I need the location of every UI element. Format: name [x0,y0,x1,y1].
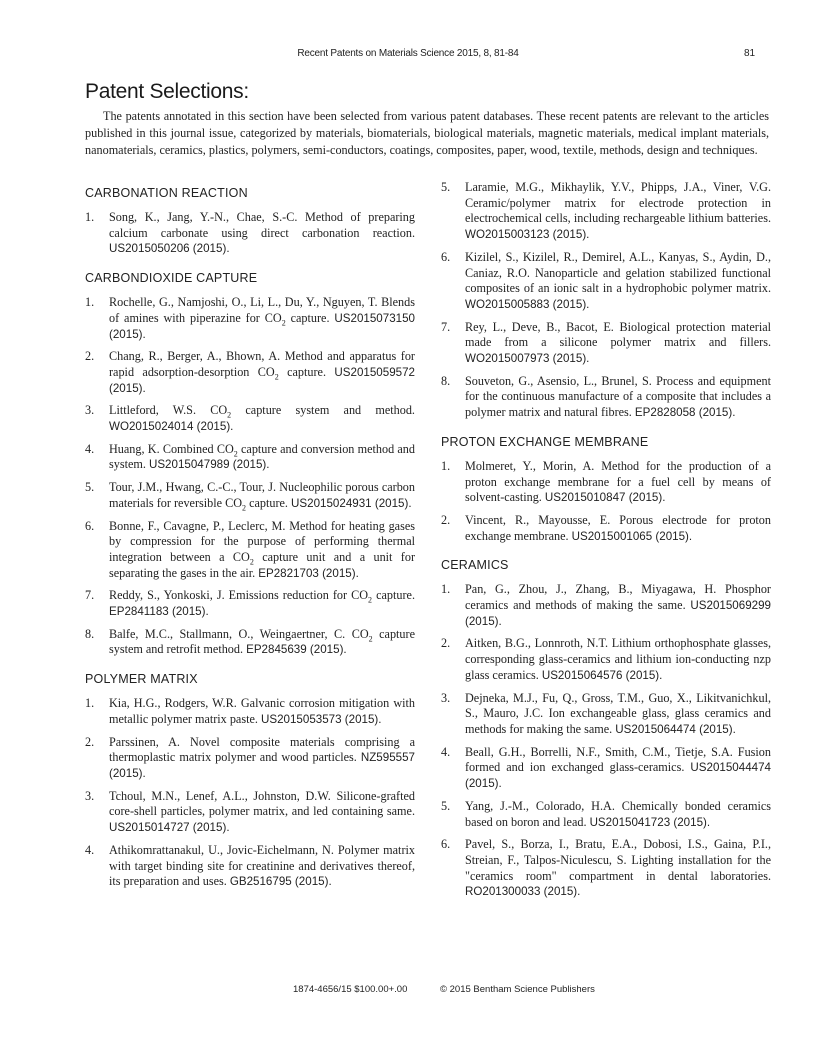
patent-number: EP2845639 (2015). [246,643,347,657]
reference-item [441,691,771,738]
item-number: 1. [85,210,95,224]
patent-number: US2015044474 (2015). [465,761,771,791]
reference-text: Souveton, G., Asensio, L., Brunel, S. Process and equipment for the continuous manufacture of a composite that includes a polymer matrix and natural fibres. [465,373,771,420]
item-number: 7. [85,588,95,603]
reference-item [85,295,415,342]
reference-text: Pavel, S., Borza, I., Bratu, E.A., Dobosi, I.S., Gaina, P.I., Streian, F., Talpos-Niculescu, S. Lighting installation for the "ceramics room" compartment in dental laboratories. [465,837,771,883]
reference-text: Molmeret, Y., Morin, A. Method for the production of a proton exchange membrane for a fuel cell by means of solvent-casting. [465,458,771,505]
patent-number: US2015041723 (2015). [589,815,711,829]
patent-number: US2015073150 (2015). [109,311,415,341]
reference-text: Tchoul, M.N., Lenef, A.L., Johnston, D.W. Silicone-grafted core-shell particles, polymer matrix, and led containing same. [109,788,415,819]
reference-item [85,210,415,257]
reference-text: Parssinen, A. Novel composite materials comprising a thermoplastic matrix polymer and wood particles. [109,734,415,765]
reference-text: Kizilel, S., Kizilel, R., Demirel, A.L., Kanyas, S., Aydin, D., Caniaz, R.O. Nanoparticle and gelation stabilized functional composites of an ionic salt in a hydrophobic polymer matrix. [465,249,771,296]
item-number: 5. [441,180,451,194]
reference-text: Chang, R., Berger, A., Bhown, A. Method and apparatus for rapid adsorption-desorption $CO_2$ capture. [109,349,415,382]
reference-item [441,636,771,683]
reference-item [85,349,415,396]
item-number: 5. [85,480,95,495]
reference-text: Laramie, M.G., Mikhaylik, Y.V., Phipps, J.A., Viner, V.G. Ceramic/polymer matrix for electrode protection in electrochemical cells, including rechargeable lithium batteries. [465,180,771,226]
reference-text: Dejneka, M.J., Fu, Q., Gross, T.M., Guo, X., Likitvanichkul, S., Mauro, J.C. Ion exchangeable glass, glass ceramics and methods for making the same. [465,690,771,736]
reference-text: Rey, L., Deve, B., Bacot, E. Biological protection material made from a silicone polymer matrix and fillers. [465,319,771,350]
section-polymer-matrix [85,672,415,890]
item-number: 5. [441,798,451,813]
item-number: 1. [441,458,451,473]
copyright: © 2015 Bentham Science Publishers [440,984,595,995]
item-number: 8. [441,373,451,388]
reference-item [85,735,415,782]
reference-item [85,403,415,434]
reference-text: Rochelle, G., Namjoshi, O., Li, L., Du, Y., Nguyen, T. Blends of amines with piperazine for $CO_2$ capture. [109,295,415,328]
patent-number: EP2828058 (2015). [634,406,736,420]
patent-number: WO2015024014 (2015). [109,420,234,434]
reference-text: Huang, K. Combined $CO_2$ capture and conversion method and system. [109,441,415,472]
reference-text: Bonne, F., Cavagne, P., Leclerc, M. Method for heating gases by compression for the purpose of performing thermal integration between a $CO_2$ capture unit and a unit for separating the gases in the air. [109,518,416,580]
reference-list [441,582,771,900]
reference-item [85,696,415,727]
reference-item [441,513,771,544]
patent-number: US2015010847 (2015). [544,491,666,505]
reference-text: Vincent, R., Mayousse, E. Porous electrode for proton exchange membrane. [465,512,771,543]
item-number: 3. [85,403,95,418]
section-carbonation-reaction [85,186,415,257]
page-number: 81 [744,48,756,59]
patent-number: NZ595557 (2015). [109,751,415,780]
reference-item [85,627,415,658]
section-proton-exchange-membrane [441,435,771,545]
reference-item [441,459,771,506]
item-number: 1. [441,582,451,597]
reference-item [441,180,771,243]
item-number: 4. [441,744,451,759]
reference-item [441,582,771,629]
reference-text: Aitken, B.G., Lonnroth, N.T. Lithium orthophosphate glasses, corresponding glass-ceramics and lithium ion-conducting nzp glass ceramics. [465,636,771,682]
patent-number: US2015014727 (2015). [109,821,230,835]
section-polymer-matrix-continued [441,180,771,421]
item-number: 4. [85,441,95,456]
reference-text: Athikomrattanakul, U., Jovic-Eichelmann, N. Polymer matrix with target binding site for creatinine and derivatives thereof, its preparation and uses. [109,842,415,889]
reference-text: Tour, J.M., Hwang, C.-C., Tour, J. Nucleophilic porous carbon materials for reversible $CO_2$ capture. [109,480,415,513]
section-heading: CERAMICS [441,558,509,573]
patent-number: US2015047989 (2015). [148,458,270,472]
patent-number: RO201300033 (2015). [465,885,581,899]
reference-list [85,696,415,890]
reference-item [85,843,415,890]
reference-text: Yang, J.-M., Colorado, H.A. Chemically bonded ceramics based on boron and lead. [465,798,771,829]
section-heading: POLYMER MATRIX [85,672,198,687]
section-heading: CARBONATION REACTION [85,186,248,200]
item-number: 2. [441,512,451,527]
reference-item [441,374,771,421]
section-heading: PROTON EXCHANGE MEMBRANE [441,434,649,449]
section-carbondioxide-capture [85,271,415,658]
item-number: 6. [441,837,451,852]
reference-text: Reddy, S., Yonkoski, J. Emissions reduction for $CO_2$ capture. [109,588,415,605]
item-number: 2. [441,636,451,651]
reference-item [441,250,771,313]
patent-number: WO2015007973 (2015). [465,352,590,366]
item-number: 3. [441,690,451,705]
patent-number: WO2015003123 (2015). [465,228,590,242]
reference-item [85,588,415,619]
right-column [441,180,771,914]
reference-item [85,442,415,473]
reference-text: Balfe, M.C., Stallmann, O., Weingaertner, C. $CO_2$ capture system and retrofit method. [109,626,415,657]
item-number: 1. [85,696,95,711]
reference-text: Kia, H.G., Rodgers, W.R. Galvanic corrosion mitigation with metallic polymer matrix paste. [109,696,415,726]
patent-number: EP2821703 (2015). [258,566,359,580]
reference-list [441,180,771,421]
issn-price: 1874-4656/15 $100.00+.00 [293,984,408,995]
item-number: 1. [85,295,95,310]
journal-citation: Recent Patents on Materials Science 2015, 8, 81-84 [297,48,519,59]
item-number: 8. [85,626,95,641]
reference-item [441,799,771,830]
reference-text: Song, K., Jang, Y.-N., Chae, S.-C. Method of preparing calcium carbonate using direct carbonation reaction. [109,210,415,240]
patent-number: EP2841183 (2015). [109,605,209,619]
reference-item [85,480,415,511]
patent-number: US2015064576 (2015). [541,668,663,682]
reference-item [441,320,771,367]
patent-number: US2015064474 (2015). [615,722,736,736]
intro-paragraph: The patents annotated in this section have been selected from various patent databases. These recent patents are relevant to the articles published in this journal issue, categorized by materials, biomaterials, biological materials, magnetic materials, medical implant materials, nanomaterials, ceramics, plastics, polymers, semi-conductors, coatings, composites, paper, wood, textile, methods, design and techniques. [85,109,769,157]
patent-number: US2015069299 (2015). [465,599,771,628]
patent-number: US2015059572 (2015). [109,365,415,395]
item-number: 2. [85,734,95,749]
reference-item [85,789,415,836]
page-title: Patent Selections: [85,80,249,103]
reference-text: Pan, G., Zhou, J., Zhang, B., Miyagawa, H. Phosphor ceramics and methods of making the same. [465,582,771,613]
reference-item [441,837,771,900]
item-number: 2. [85,349,95,364]
section-ceramics [441,558,771,900]
patent-number: US2015024931 (2015). [291,496,412,510]
reference-list [441,459,771,545]
item-number: 7. [441,319,451,334]
left-column [85,186,415,904]
reference-item [85,519,415,582]
reference-item [441,745,771,792]
patent-number: WO2015005883 (2015). [465,297,590,311]
reference-text: Beall, G.H., Borrelli, N.F., Smith, C.M., Tietje, S.A. Fusion formed and ion exchanged glass-ceramics. [465,744,771,775]
item-number: 6. [85,518,95,533]
item-number: 3. [85,788,95,803]
patent-number: US2015050206 (2015). [109,242,230,256]
reference-list [85,210,415,257]
reference-list [85,295,415,658]
patent-number: GB2516795 (2015). [229,875,332,889]
patent-number: US2015053573 (2015). [260,712,382,726]
reference-text: Littleford, W.S. $CO_2$ capture system and method. [109,403,415,420]
section-heading: CARBONDIOXIDE CAPTURE [85,271,258,286]
patent-number: US2015001065 (2015). [571,529,693,543]
item-number: 4. [85,842,95,857]
item-number: 6. [441,249,451,264]
